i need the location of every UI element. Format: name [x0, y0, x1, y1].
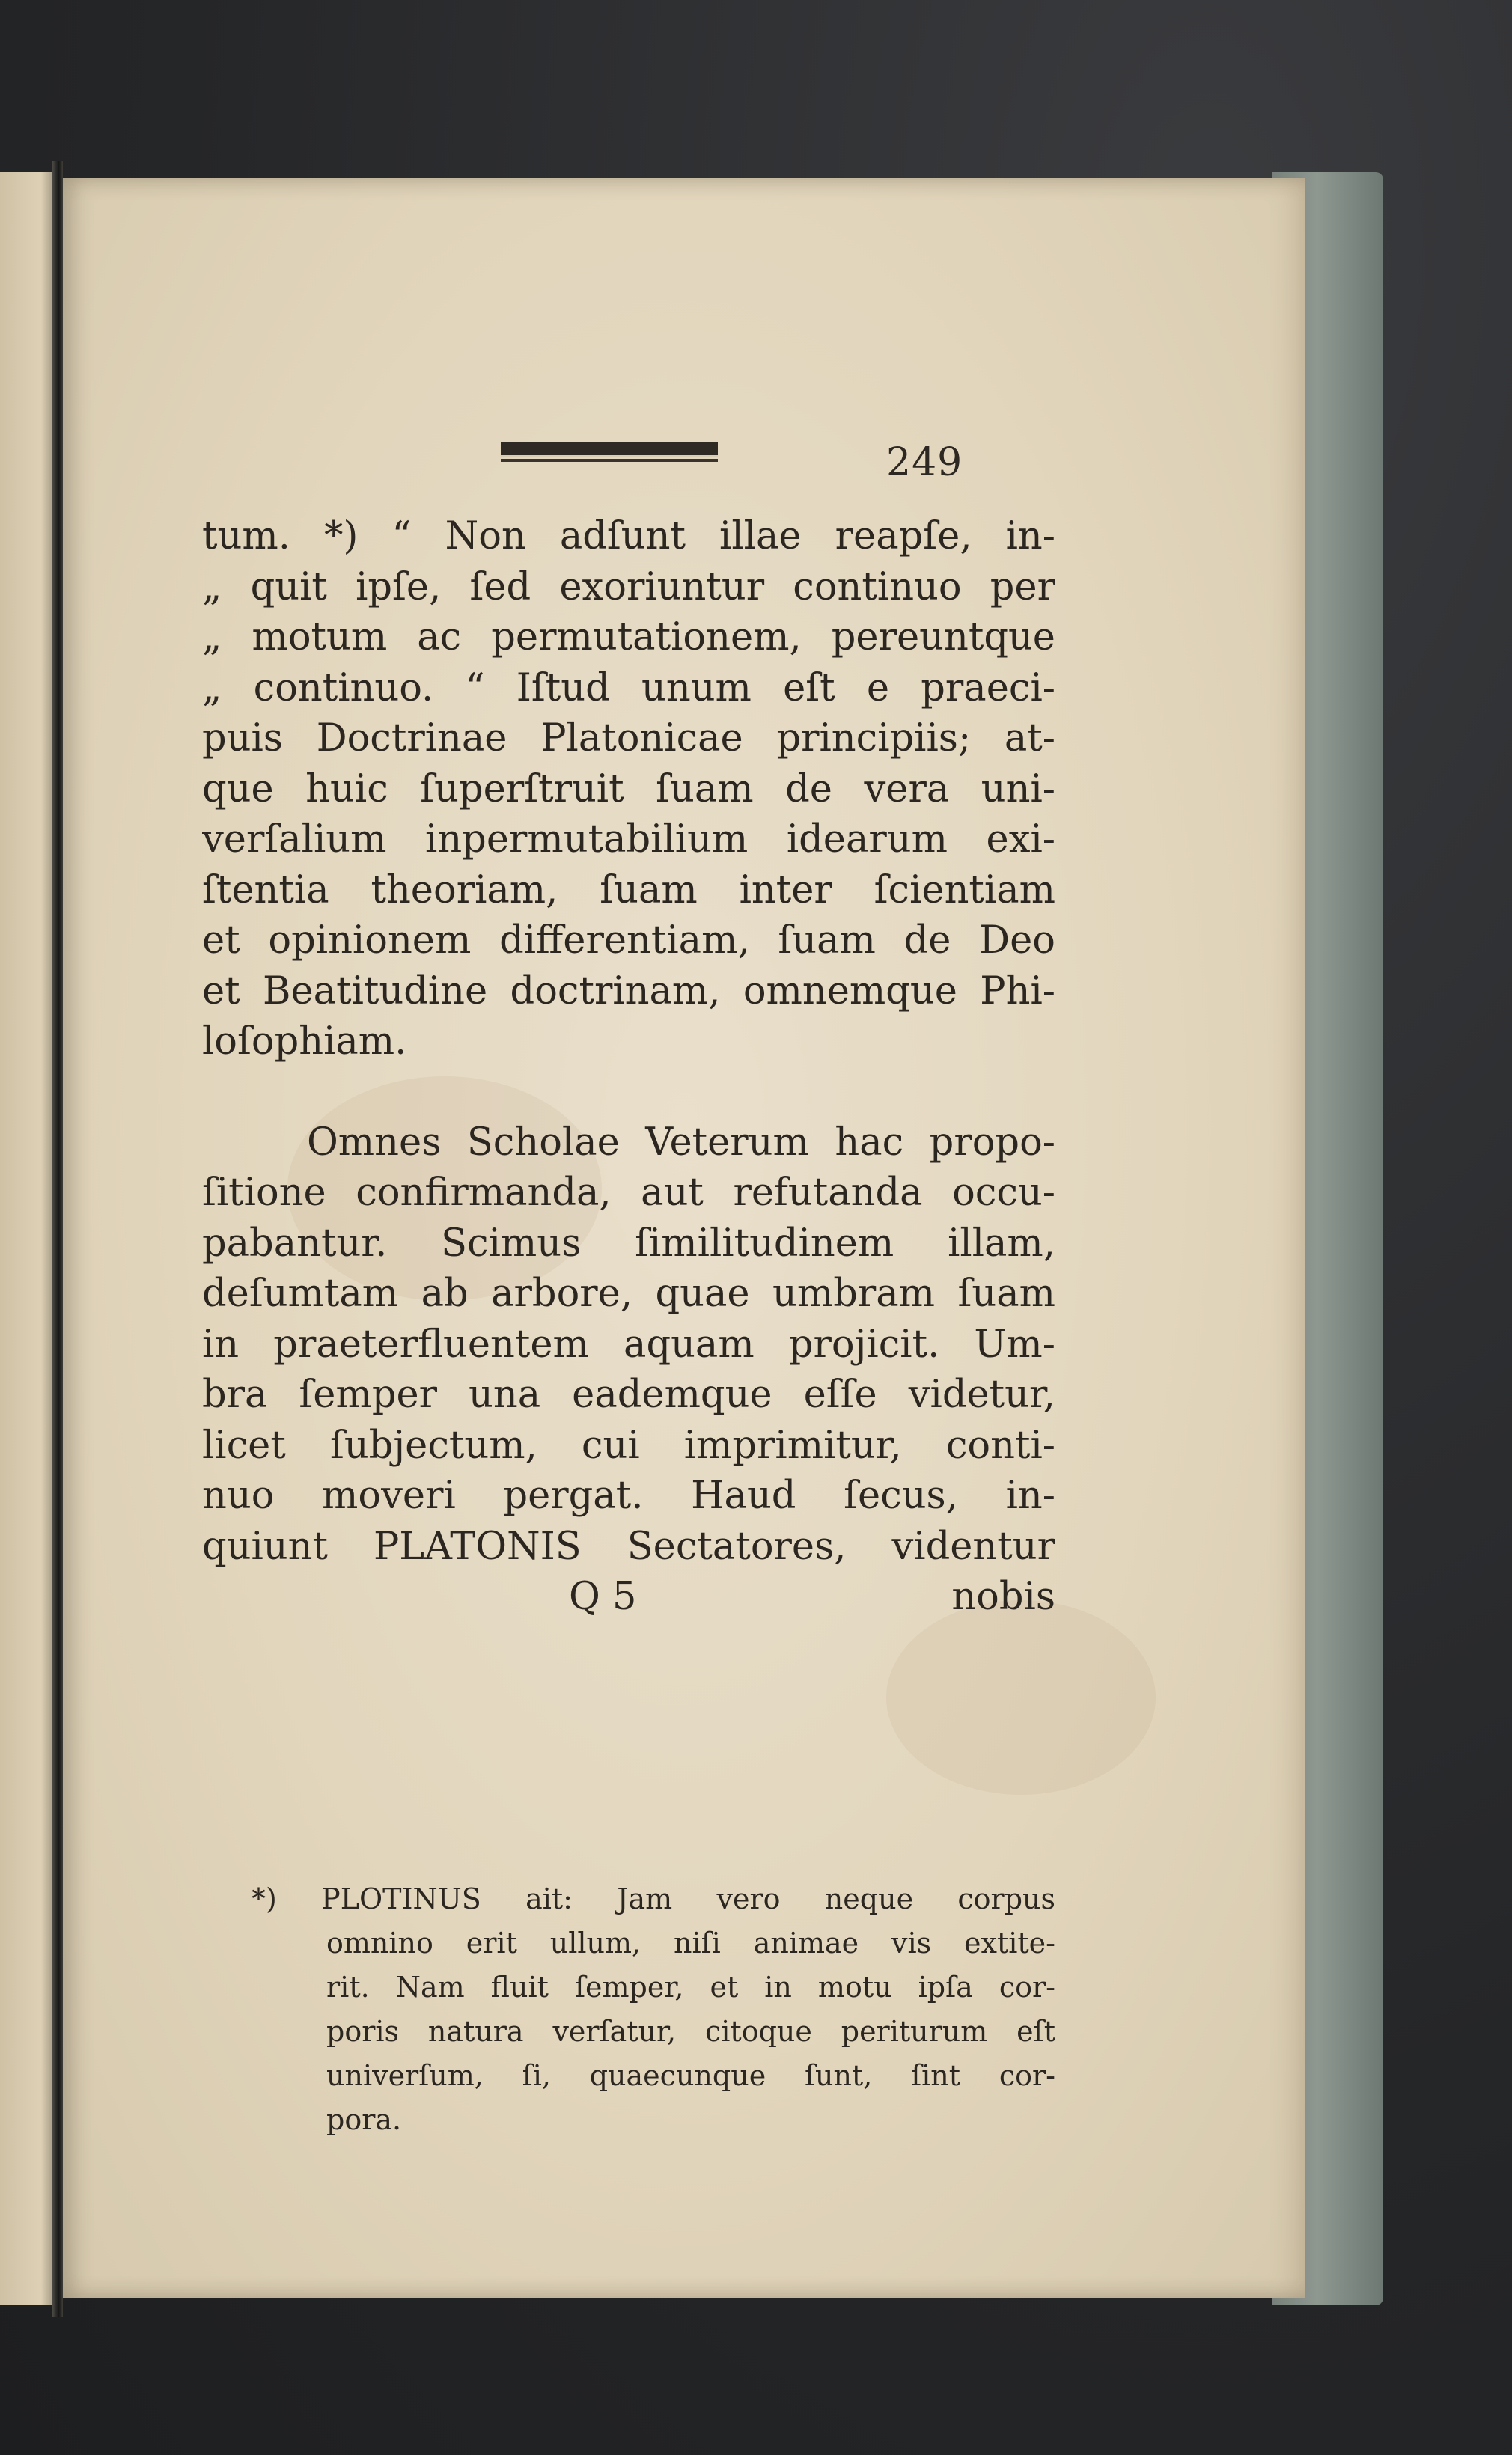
catch-line — [202, 1572, 1055, 1623]
footnote-line: omnino erit ullum, niſi animae vis extite- — [326, 1927, 1055, 1960]
text-line: pabantur. Scimus ſimilitudinem illam, — [202, 1221, 1055, 1266]
text-line: verſalium inpermutabilium idearum exi- — [202, 817, 1055, 861]
text-line: et opinionem differentiam, ſuam de Deo — [202, 918, 1055, 963]
text-line: ſitione confirmanda, aut refutanda occu- — [202, 1171, 1055, 1215]
text-line: loſophiam. — [202, 1019, 407, 1064]
text-line: licet ſubjectum, cui imprimitur, conti- — [202, 1423, 1055, 1468]
book-page — [63, 178, 1305, 2298]
text-line: Omnes Scholae Veterum hac propo- — [307, 1120, 1055, 1165]
paper-stain — [886, 1600, 1156, 1795]
text-line: tum. *) “ Non adſunt illae reapſe, in- — [202, 514, 1055, 558]
footnote — [202, 1877, 1055, 2142]
text-line: deſumtam ab arbore, quae umbram ſuam — [202, 1272, 1055, 1316]
main-text — [202, 511, 1055, 1623]
text-line: „ motum ac permutationem, pereuntque — [202, 615, 1055, 659]
catchword: nobis — [951, 1575, 1055, 1619]
page-number: 249 — [886, 440, 963, 485]
text-line: que huic ſuperſtruit ſuam de vera uni- — [202, 766, 1055, 811]
footnote-line: univerſum, ſi, quaecunque ſunt, ſint cor- — [326, 2059, 1055, 2092]
text-line: et Beatitudine doctrinam, omnemque Phi- — [202, 969, 1055, 1013]
text-line: bra ſemper una eademque eſſe videtur, — [202, 1373, 1055, 1417]
text-line: nuo moveri pergat. Haud ſecus, in- — [202, 1474, 1055, 1518]
text-line: „ continuo. “ Iſtud unum eſt e praeci- — [202, 665, 1055, 710]
book-gutter — [52, 161, 63, 2317]
signature-mark: Q 5 — [569, 1575, 637, 1619]
text-line: puis Doctrinae Platonicae principiis; at- — [202, 716, 1055, 760]
footnote-line: pora. — [326, 2103, 402, 2136]
footnote-line: rit. Nam fluit ſemper, et in motu ipſa cor- — [326, 1971, 1055, 2004]
footnote-line: poris natura verſatur, citoque periturum eſt — [326, 2015, 1055, 2048]
text-line: ſtentia theoriam, ſuam inter ſcientiam — [202, 867, 1055, 912]
text-line: in praeterfluentem aquam projicit. Um- — [202, 1322, 1055, 1367]
header-rule — [501, 442, 718, 457]
footnote-line: *) PLOTINUS ait: Jam vero neque corpus — [252, 1882, 1055, 1915]
text-line: quiunt PLATONIS Sectatores, videntur — [202, 1524, 1055, 1569]
text-line: „ quit ipſe, ſed exoriuntur continuo per — [202, 564, 1055, 609]
facing-page-edge — [0, 172, 58, 2305]
